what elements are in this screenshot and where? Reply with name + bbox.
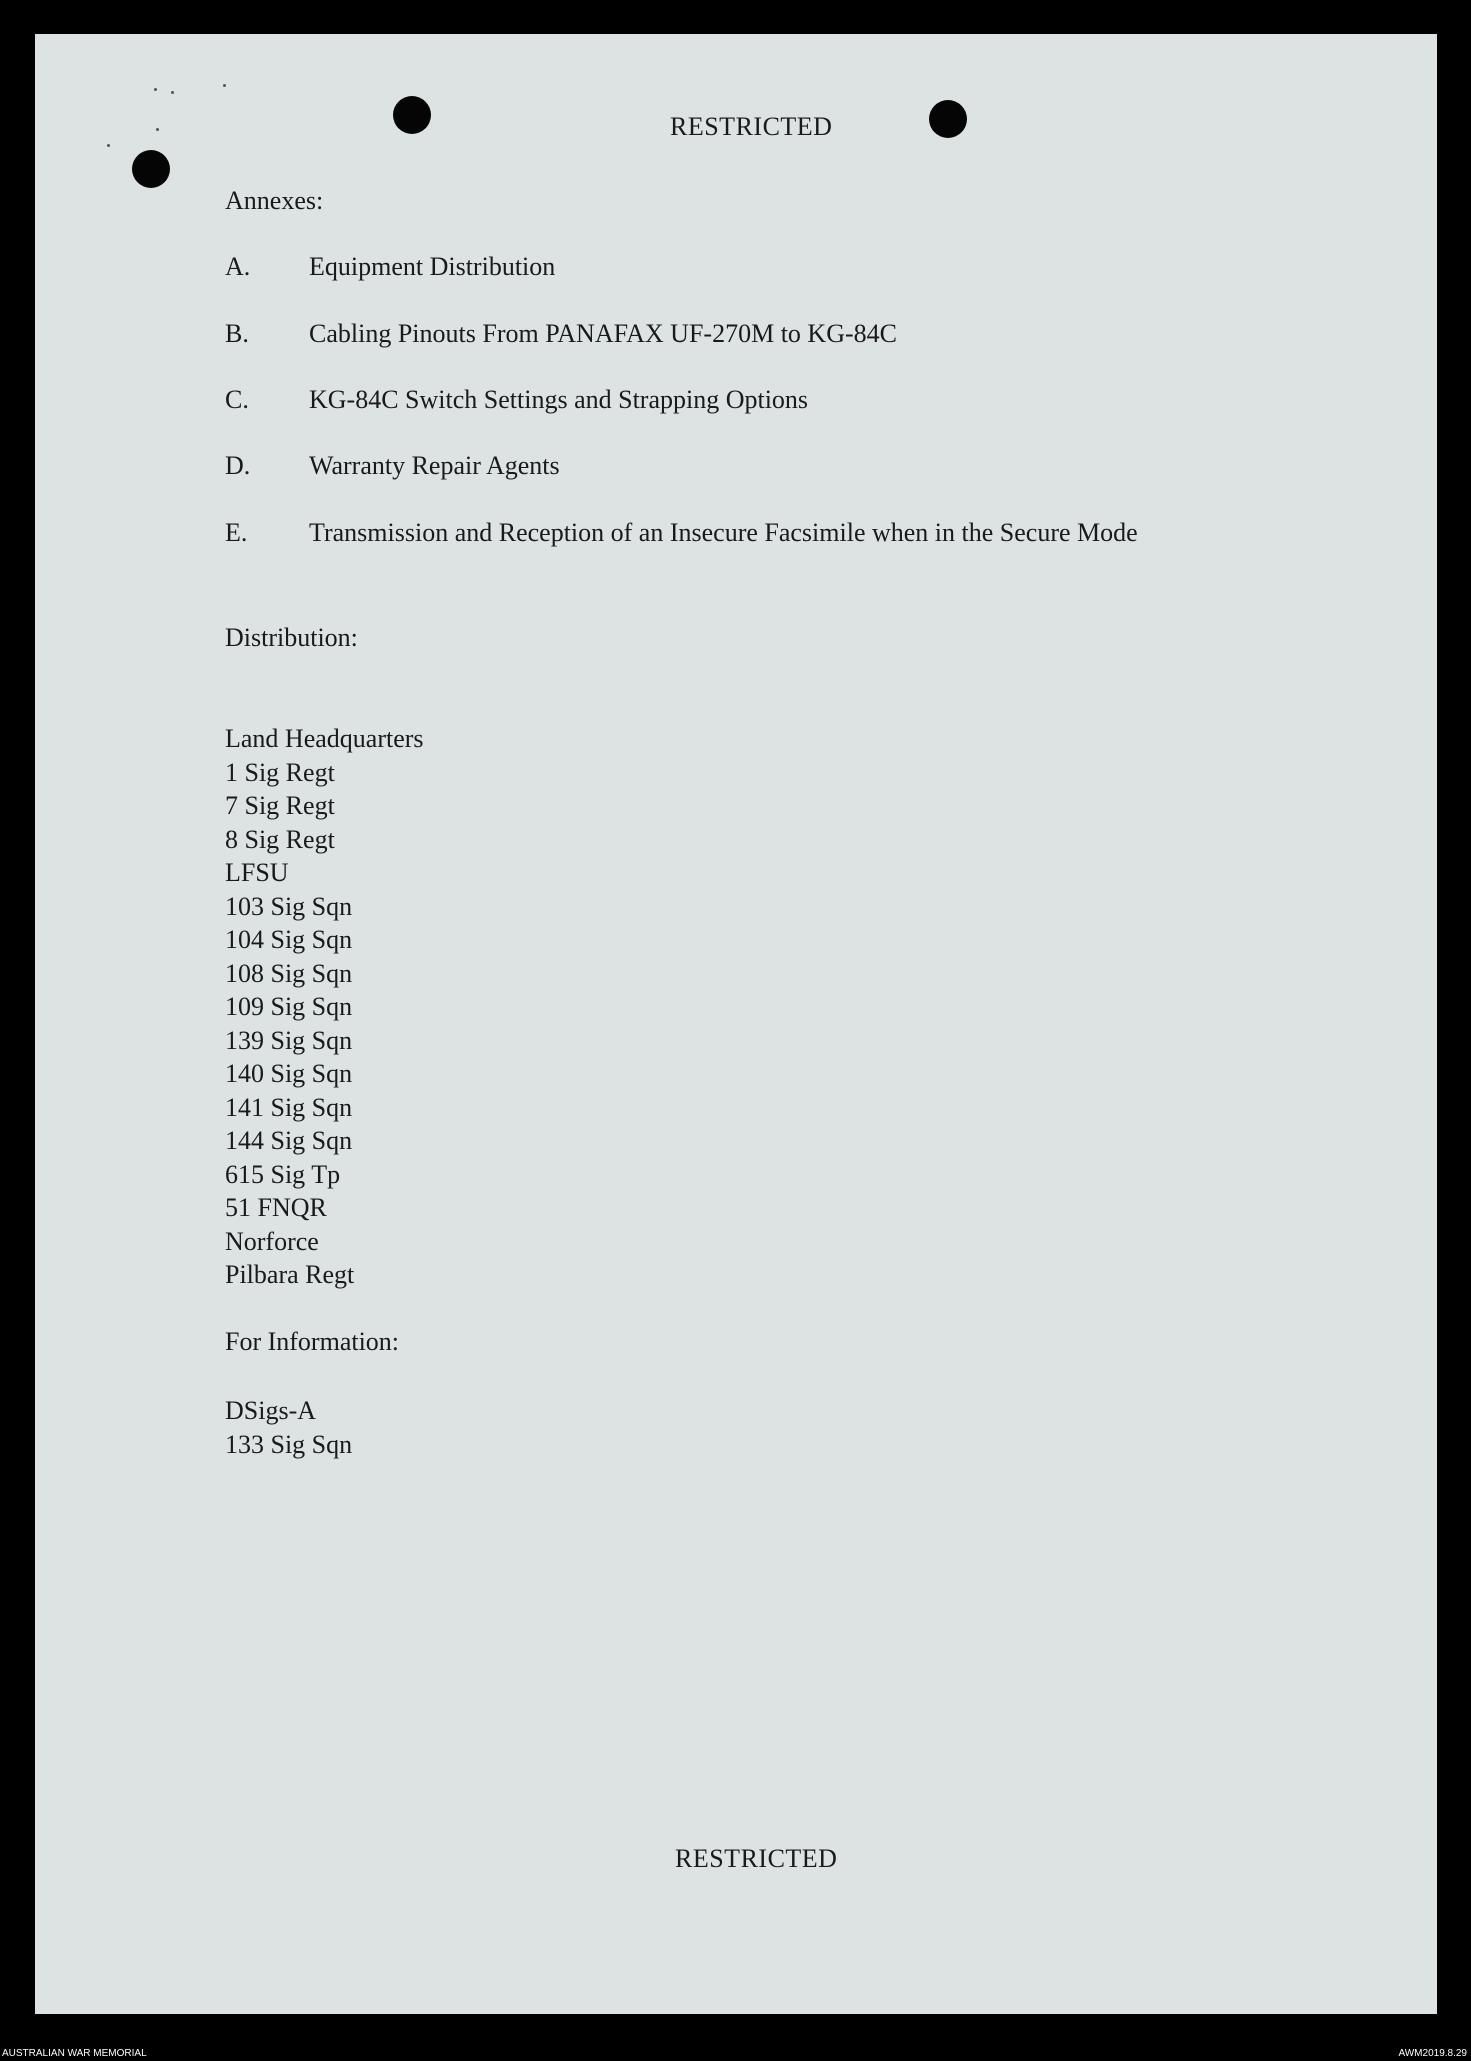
distribution-item: 51 FNQR xyxy=(225,1193,327,1222)
for-information-item: 133 Sig Sqn xyxy=(225,1429,353,1459)
paper-speck xyxy=(154,88,157,91)
annex-title: Transmission and Reception of an Insecure Facsimile when in the Secure Mode xyxy=(309,518,1138,547)
annex-title: Warranty Repair Agents xyxy=(309,451,560,480)
archive-caption: AUSTRALIAN WAR MEMORIAL xyxy=(2,2048,147,2059)
distribution-item: 144 Sig Sqn xyxy=(225,1126,353,1155)
annex-item xyxy=(225,252,555,282)
distribution-item: 1 Sig Regt xyxy=(225,757,335,787)
distribution-item: Pilbara Regt xyxy=(225,1260,355,1289)
annex-letter: E. xyxy=(225,518,248,547)
punch-hole xyxy=(132,150,170,188)
distribution-item: Land Headquarters xyxy=(225,724,424,753)
paper-speck xyxy=(107,144,110,147)
punch-hole xyxy=(929,100,967,138)
annex-item xyxy=(225,385,808,415)
distribution-item: 615 Sig Tp xyxy=(225,1159,341,1189)
for-information-item: DSigs-A xyxy=(225,1396,317,1425)
distribution-item: 7 Sig Regt xyxy=(225,791,335,820)
archive-reference: AWM2019.8.29 xyxy=(1398,2048,1467,2059)
annex-letter: D. xyxy=(225,451,251,480)
document-page xyxy=(35,34,1437,2014)
annex-letter: B. xyxy=(225,319,249,348)
distribution-list xyxy=(225,722,424,1292)
paper-speck xyxy=(156,128,159,131)
paper-speck xyxy=(223,84,226,87)
for-information-heading: For Information: xyxy=(225,1327,400,1356)
punch-hole xyxy=(393,96,431,134)
annex-item xyxy=(225,518,1138,548)
annex-title: Cabling Pinouts From PANAFAX UF-270M to KG-84C xyxy=(309,319,897,348)
distribution-item: LFSU xyxy=(225,858,289,887)
annex-title: Equipment Distribution xyxy=(309,252,556,281)
distribution-heading: Distribution: xyxy=(225,623,358,652)
annex-item xyxy=(225,451,560,481)
header-classification-marking: RESTRICTED xyxy=(670,112,833,141)
annex-title: KG-84C Switch Settings and Strapping Options xyxy=(309,385,809,414)
distribution-item: Norforce xyxy=(225,1226,319,1256)
annex-item xyxy=(225,319,897,349)
distribution-item: 8 Sig Regt xyxy=(225,824,335,854)
annex-letter: C. xyxy=(225,385,249,414)
distribution-item: 109 Sig Sqn xyxy=(225,992,353,1021)
distribution-item: 103 Sig Sqn xyxy=(225,891,353,921)
for-information-list xyxy=(225,1394,352,1461)
paper-speck xyxy=(171,91,174,94)
distribution-item: 104 Sig Sqn xyxy=(225,925,353,954)
annex-letter: A. xyxy=(225,252,251,281)
distribution-item: 108 Sig Sqn xyxy=(225,958,353,988)
footer-classification-marking: RESTRICTED xyxy=(675,1844,838,1873)
distribution-item: 140 Sig Sqn xyxy=(225,1059,353,1088)
annexes-heading: Annexes: xyxy=(225,186,324,215)
distribution-item: 139 Sig Sqn xyxy=(225,1025,353,1055)
distribution-item: 141 Sig Sqn xyxy=(225,1092,353,1122)
